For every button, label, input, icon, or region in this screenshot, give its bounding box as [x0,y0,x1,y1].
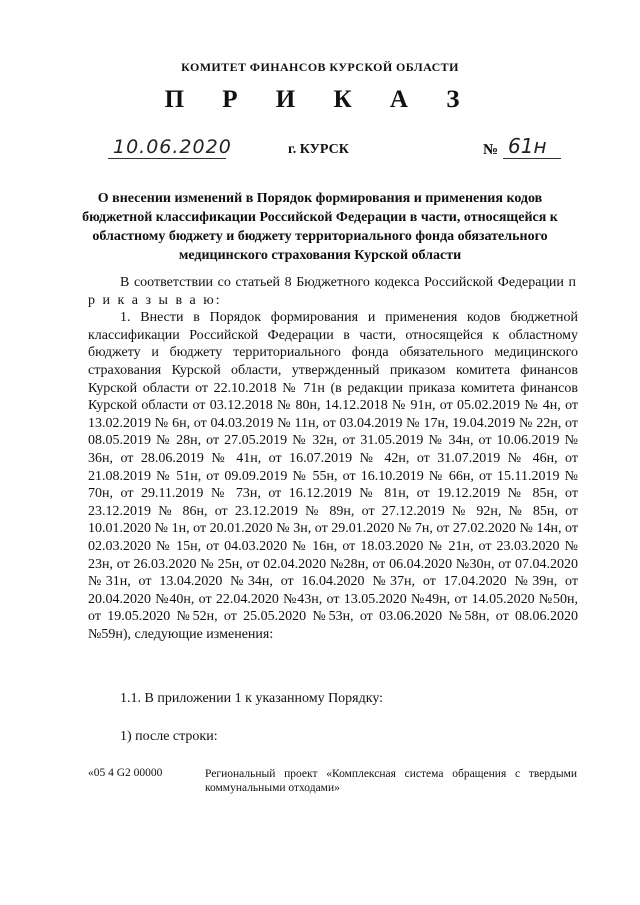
preamble-colon: : [215,292,220,308]
prikazyvayu-word: п р и к а з ы в а ю [88,275,578,308]
order-title: О внесении изменений в Порядок формирования и применения кодов бюджетной классификации Российской Федерации в части, относящейся к областному бюджету и бюджету территориального фонда обязательного медицинского страхования Курской области [82,191,558,263]
document-type-heading: П Р И К А З [164,86,476,113]
committee-header: КОМИТЕТ ФИНАНСОВ КУРСКОЙ ОБЛАСТИ [181,60,459,74]
order-date: 10.06.2020 [113,136,232,158]
table-row-code: «05 4 G2 00000 [88,767,163,779]
number-underline [503,158,561,159]
subitem-1-1: 1.1. В приложении 1 к указанному Порядку: [120,691,384,706]
order-number: 61н [508,134,547,158]
preamble-text: В соответствии со статьей 8 Бюджетного кодекса Российской Федерации [120,275,569,290]
number-label: № [483,142,499,158]
subitem-1: 1) после строки: [120,729,218,744]
item-1-paragraph: 1. Внести в Порядок формирования и применения кодов бюджетной классификации Российской Федерации в части, относящейся к областному бюджету и бюджету территориального фонда обязательного медицинского страхования Курской области, утвержденный приказом комитета финансов Курской области от 22.10.2018 № 71н (в редакции приказа комитета финансов Курской области от 03.12.2018 № 80н, 14.12.2018 № 91н, от 05.02.2019 № 4н, от 13.02.2019 № 6н, от 04.03.2019 № 11н, от 03.04.2019 № 17н, 19.04.2019 № 22н, от 08.05.2019 № 28н, от 27.05.2019 № 32н, от 31.05.2019 № 34н, от 10.06.2019 № 36н, от 28.06.2019 № 41н, от 16.07.2019 № 42н, от 31.07.2019 № 46н, от 21.08.2019 № 51н, от 09.09.2019 № 55н, от 16.10.2019 № 66н, от 15.11.2019 № 70н, от 29.11.2019 № 73н, от 16.12.2019 № 81н, от 19.12.2019 № 85н, от 23.12.2019 № 86н, от 23.12.2019 № 89н, от 27.12.2019 № 92н, № 85н, от 10.01.2020 № 1н, от 20.01.2020 № 3н, от 29.01.2020 № 7н, от 27.02.2020 № 14н, от 02.03.2020 № 15н, от 04.03.2020 № 16н, от 18.03.2020 № 21н, от 23.03.2020 № 23н, от 26.03.2020 № 25н, от 02.04.2020 №28н, от 06.04.2020 №30н, от 07.04.2020 №31н, от 13.04.2020 №34н, от 16.04.2020 №37н, от 17.04.2020 №39н, от 20.04.2020 №40н, от 22.04.2020 №43н, от 13.05.2020 №49н, от 14.05.2020 №50н, от 19.05.2020 №52н, от 25.05.2020 №53н, от 03.06.2020 №58н, от 08.06.2020 №59н), следующие изменения: [88,310,578,642]
city-label: г. КУРСК [288,142,349,157]
order-body [88,274,578,643]
date-underline [108,158,226,159]
preamble-paragraph [88,274,578,309]
table-row-text: Региональный проект «Комплексная система обращения с твердыми коммунальными отходами» [205,768,577,794]
